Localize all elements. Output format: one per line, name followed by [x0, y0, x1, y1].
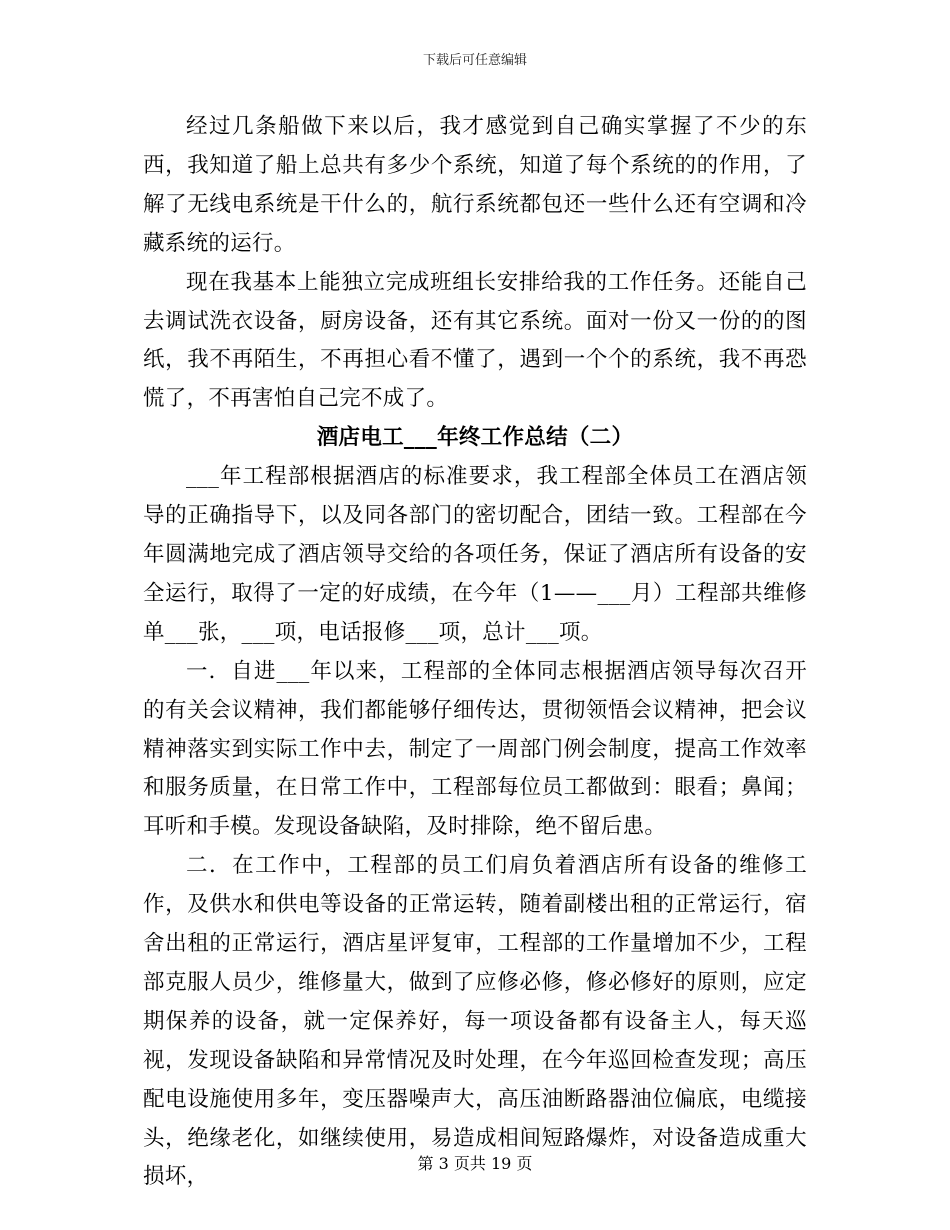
section-title: 酒店电工___年终工作总结（二） [316, 425, 634, 451]
body-paragraph: 经过几条船做下来以后，我才感觉到自己确实掌握了不少的东西，我知道了船上总共有多少个系统，知道了每个系统的的作用，了解了无线电系统是干什么的，航行系统都包还一些什么还有空调和冷藏系统的运行。 [143, 114, 807, 256]
page-number: 第 3 页共 19 页 [417, 1154, 533, 1173]
document-body [143, 108, 807, 1197]
page-header-note: 下载后可任意编辑 [422, 53, 527, 68]
body-paragraph: 一．自进___年以来，工程部的全体同志根据酒店领导每次召开的有关会议精神，我们都能够仔细传达，贯彻领悟会议精神，把会议精神落实到实际工作中去，制定了一周部门例会制度，提高工作效率和服务质量，在日常工作中，工程部每位员工都做到：眼看；鼻闻；耳听和手模。发现设备缺陷，及时排除，绝不留后患。 [143, 658, 807, 840]
body-paragraph: ___年工程部根据酒店的标准要求，我工程部全体员工在酒店领导的正确指导下，以及同各部门的密切配合，团结一致。工程部在今年圆满地完成了酒店领导交给的各项任务，保证了酒店所有设备的安全运行，取得了一定的好成绩，在今年（1——___月）工程部共维修单___张，___项，电话报修___项，总计___项。 [143, 464, 807, 645]
body-paragraph: 现在我基本上能独立完成班组长安排给我的工作任务。还能自己去调试洗衣设备，厨房设备，还有其它系统。面对一份又一份的的图纸，我不再陌生，不再担心看不懂了，遇到一个个的系统，我不再恐慌了，不再害怕自己完不成了。 [143, 269, 807, 412]
body-paragraph: 二．在工作中，工程部的员工们肩负着酒店所有设备的维修工作，及供水和供电等设备的正常运转，随着副楼出租的正常运行，宿舍出租的正常运行，酒店星评复审，工程部的工作量增加不少，工程部克服人员少，维修量大，做到了应修必修，修必修好的原则，应定期保养的设备，就一定保养好，每一项设备都有设备主人，每天巡视，发现设备缺陷和异常情况及时处理，在今年巡回检查发现；高压配电设施使用多年，变压器噪声大，高压油断路器油位偏底，电缆接头，绝缘老化，如继续使用，易造成相间短路爆炸，对设备造成重大损坏， [143, 853, 807, 1190]
